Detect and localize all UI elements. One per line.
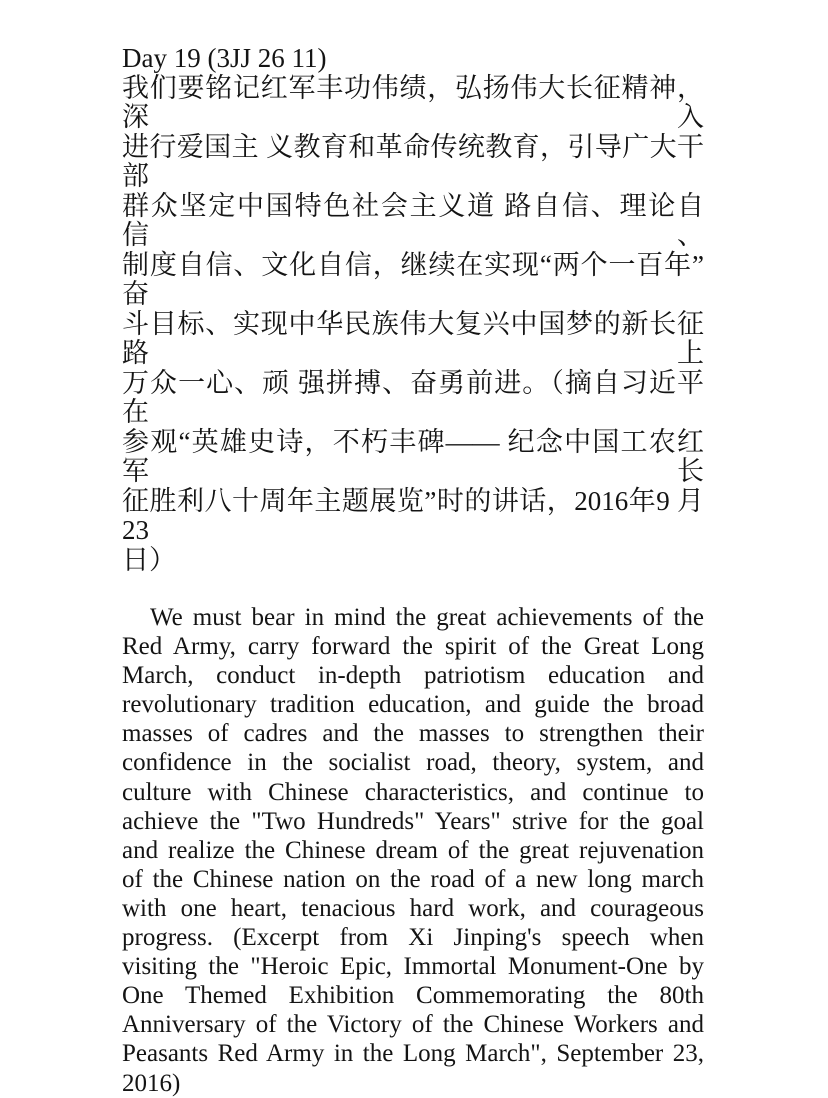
- text-line: 群众坚定中国特色社会主义道 路自信、理论自信、: [122, 190, 704, 250]
- text-line: progress. (Excerpt from Xi Jinping's speech when: [122, 924, 704, 952]
- text-line: Red Army, carry forward the spirit of the Great Long: [122, 633, 704, 661]
- text-line: visiting the "Heroic Epic, Immortal Monument-One by: [122, 953, 704, 981]
- text-line: 制度自信、文化自信，继续在实现“两个一百年” 奋: [122, 249, 704, 309]
- text-line: 征胜利八十周年主题展览”时的讲话，2016年9 月23: [122, 485, 704, 545]
- text-line: culture with Chinese characteristics, and continue to: [122, 778, 704, 806]
- text-line: masses of cadres and the masses to strengthen their: [122, 720, 704, 748]
- text-line: 日）: [122, 544, 176, 575]
- text-line: with one heart, tenacious hard work, and courageous: [122, 894, 704, 922]
- text-line: Anniversary of the Victory of the Chinese Workers and: [122, 1011, 704, 1039]
- text-line: 万众一心、顽 强拼搏、奋勇前进。（摘自习近平在: [122, 367, 704, 427]
- text-line: achieve the "Two Hundreds" Years" strive for the goal: [122, 807, 704, 835]
- text-line: Peasants Red Army in the Long March", September 23,: [122, 1040, 704, 1068]
- chinese-paragraph: [122, 74, 704, 576]
- text-line: 我们要铭记红军丰功伟绩，弘扬伟大长征精神，深入: [122, 72, 704, 132]
- text-line: We must bear in mind the great achievements of the: [150, 604, 704, 631]
- text-line: 斗目标、实现中华民族伟大复兴中国梦的新长征路上: [122, 308, 704, 368]
- text-line: of the Chinese nation on the road of a new long march: [122, 865, 704, 893]
- text-line: One Themed Exhibition Commemorating the 80th: [122, 982, 704, 1010]
- text-line: revolutionary tradition education, and guide the broad: [122, 691, 704, 719]
- text-line: 2016): [122, 1069, 181, 1097]
- english-paragraph: [122, 603, 704, 1098]
- text-line: 进行爱国主 义教育和革命传统教育，引导广大干部: [122, 131, 704, 191]
- text-line: March, conduct in-depth patriotism education and: [122, 662, 704, 690]
- document-title: Day 19 (3JJ 26 11): [122, 43, 327, 73]
- text-line: confidence in the socialist road, theory, system, and: [122, 749, 704, 777]
- text-line: 参观“英雄史诗，不朽丰碑—— 纪念中国工农红军长: [122, 426, 704, 486]
- text-line: and realize the Chinese dream of the great rejuvenation: [122, 836, 704, 864]
